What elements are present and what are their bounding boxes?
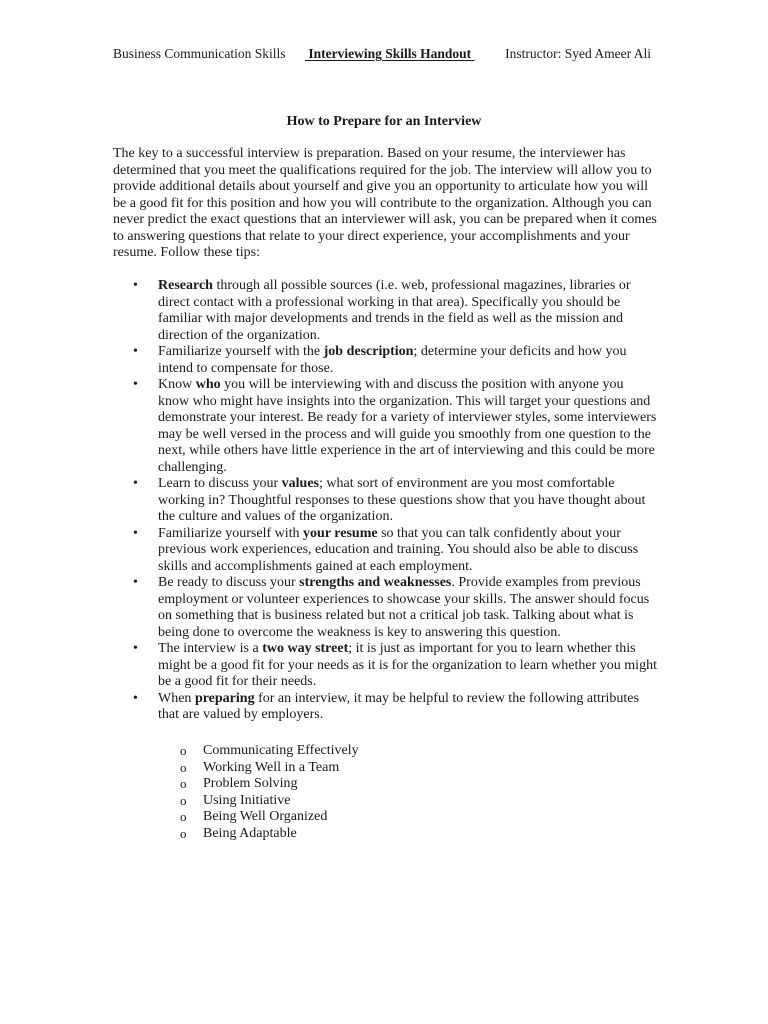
bullet-icon: • [133,690,138,706]
page-header [113,46,651,64]
list-item [113,641,658,691]
list-item [113,826,613,843]
attribute-text: Problem Solving [203,776,298,791]
handout-title: Interviewing Skills Handout [305,46,475,61]
circle-bullet-icon: o [180,776,187,791]
document-title: How to Prepare for an Interview [286,114,482,129]
bullet-icon: • [133,278,138,293]
list-item [113,793,613,810]
attribute-text: Being Well Organized [203,809,328,824]
tip-keyword: two way street [262,641,349,656]
tip-text: Know [158,377,196,392]
course-name: Business Communication Skills [113,46,286,61]
bullet-icon: • [133,525,138,541]
list-item [113,377,658,476]
tip-keyword: strengths and weaknesses [299,575,452,590]
tip-keyword: your resume [303,525,378,541]
circle-bullet-icon: o [180,759,187,775]
tip-text: Familiarize yourself with the [158,344,324,359]
bullet-icon: • [133,476,138,491]
list-item [113,776,613,793]
attribute-text: Using Initiative [203,792,291,808]
bullet-icon: • [133,575,138,590]
tip-text: through all possible sources (i.e. web, professional magazines, libraries or direct contact with a professional working in that area). Specifically you should be familiar with major developments and trends in the field as well as the mission and direction of the organization. [158,278,631,343]
circle-bullet-icon: o [180,825,187,841]
list-item [113,743,613,760]
list-item [113,691,658,724]
attributes-list [113,743,613,842]
list-item [113,760,613,777]
attribute-text: Working Well in a Team [203,759,340,775]
tip-keyword: who [195,377,221,392]
tip-text: ; determine your deficits and how you intend to compensate for those. [158,344,627,376]
tip-text: When [158,690,195,706]
intro-paragraph: The key to a successful interview is preparation. Based on your resume, the interviewer has determined that you meet the qualifications required for the job. The interview will allow you to provide additional details about yourself and give you an opportunity to articulate how you will be a good fit for this position and how you will contribute to the organization. Although you can never predict the exact questions that an interviewer will ask, you can be prepared when it comes to answering questions that relate to your direct experience, your accomplishments and your resume. Follow these tips: [113,146,657,260]
tip-text: you will be interviewing with and discuss the position with anyone you know who might have insights into the organization. This will target your questions and demonstrate your interest. Be ready for a variety of interviewer styles, some interviewers may be well versed in the process and will guide you smoothly from one question to the next, while others have little experience in the art of interviewing and this could be more challenging. [158,377,657,475]
tip-text: Learn to discuss your [158,476,282,491]
bullet-icon: • [133,377,138,392]
tip-text: ; it is just as important for you to learn whether this might be a good fit for your needs as it is for the organization to learn whether you might be a good fit for their needs. [158,641,657,689]
tip-text: Be ready to discuss your [158,575,300,590]
attribute-text: Communicating Effectively [203,743,359,758]
list-item [113,278,658,344]
bullet-icon: • [133,641,138,656]
circle-bullet-icon: o [180,792,187,808]
list-item [113,344,658,377]
list-item [113,575,658,641]
circle-bullet-icon: o [180,809,187,824]
tip-keyword: preparing [194,690,255,706]
tips-list [113,278,658,724]
instructor-name: Instructor: Syed Ameer Ali [505,46,651,61]
list-item [113,526,658,576]
list-item [113,476,658,526]
tip-keyword: values [281,476,319,491]
tip-text: . Provide examples from previous employment or volunteer experiences to showcase your skills. The answer should focus on something that is business related but not a critical job task. Talking about what is being done to overcome the weakness is key to answering this question. [158,575,650,640]
tip-text: Familiarize yourself with [158,525,304,541]
tip-text: so that you can talk confidently about your previous work experiences, education and training. You should also be able to discuss skills and accomplishments gained at each employment. [158,525,639,574]
list-item [113,809,613,826]
tip-text: ; what sort of environment are you most comfortable working in? Thoughtful responses to these questions show that you have thought about the culture and values of the organization. [158,476,646,524]
tip-text: for an interview, it may be helpful to review the following attributes that are valued by employers. [158,690,639,722]
bullet-icon: • [133,344,138,359]
tip-keyword: Research [158,278,213,293]
attribute-text: Being Adaptable [203,825,297,841]
tip-text: The interview is a [158,641,263,656]
circle-bullet-icon: o [180,743,187,758]
tip-keyword: job description [323,344,414,359]
